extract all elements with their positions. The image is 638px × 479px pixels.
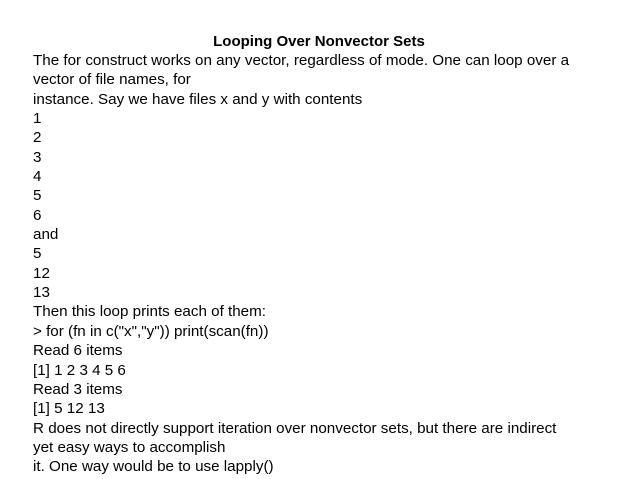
body-line: The for construct works on any vector, regardless of mode. One can loop over a bbox=[33, 52, 570, 69]
output-line: [1] 1 2 3 4 5 6 bbox=[33, 361, 126, 379]
file-y-value-line: 5 bbox=[33, 245, 42, 263]
code-line: > for (fn in c("x","y")) print(scan(fn)) bbox=[33, 322, 269, 340]
output-line: [1] 5 12 13 bbox=[33, 400, 105, 418]
file-x-value-line: 2 bbox=[33, 129, 42, 147]
file-x-value-line: 4 bbox=[33, 168, 42, 186]
file-x-value-line: 3 bbox=[33, 148, 42, 166]
output-line: Read 3 items bbox=[33, 380, 123, 398]
output-line: Read 6 items bbox=[33, 342, 123, 360]
file-x-value-line: 6 bbox=[33, 206, 42, 224]
file-y-value-line: 13 bbox=[33, 284, 50, 302]
body-line: Then this loop prints each of them: bbox=[33, 303, 267, 321]
body-line: it. One way would be to use lapply() bbox=[33, 458, 274, 476]
file-x-value-line: 5 bbox=[33, 187, 42, 205]
file-y-value-line: 12 bbox=[33, 264, 50, 282]
body-line: instance. Say we have files x and y with contents bbox=[33, 90, 363, 108]
body-line: yet easy ways to accomplish bbox=[33, 438, 226, 456]
slide-body bbox=[33, 51, 613, 477]
body-line: vector of file names, for bbox=[33, 71, 191, 89]
body-line: R does not directly support iteration over nonvector sets, but there are indirect bbox=[33, 419, 557, 437]
body-line: and bbox=[33, 226, 59, 244]
file-x-value-line: 1 bbox=[33, 110, 42, 128]
slide-title: Looping Over Nonvector Sets bbox=[213, 33, 425, 50]
